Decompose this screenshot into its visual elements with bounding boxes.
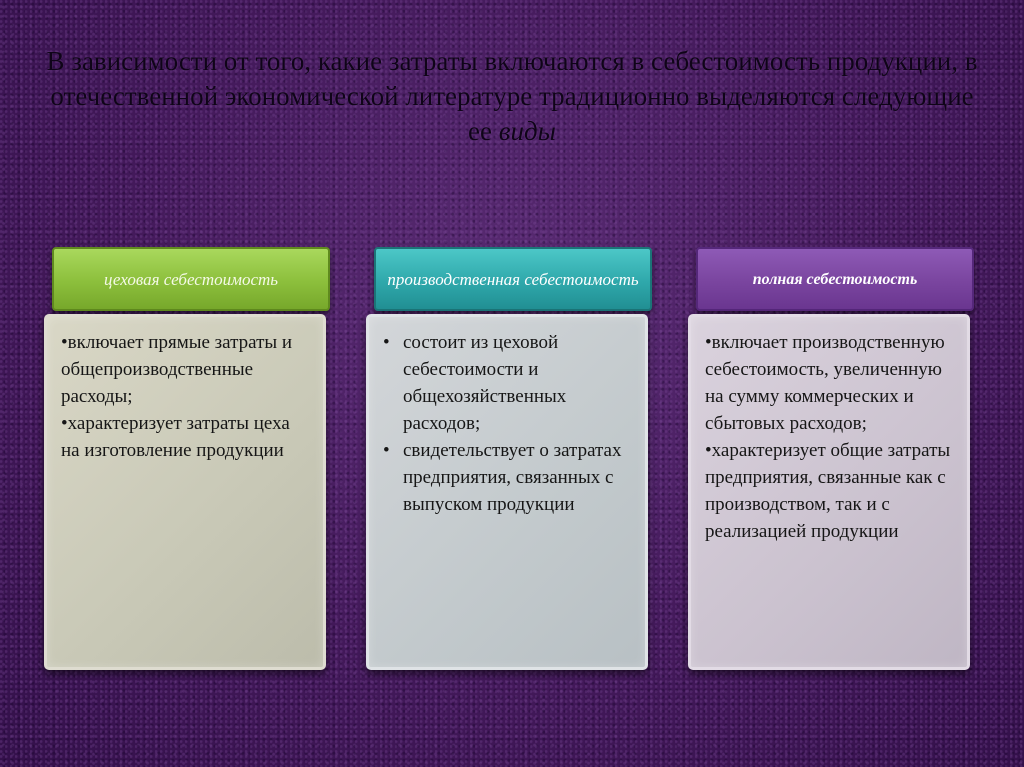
list-item: • характеризует затраты цеха на изготовление продукции <box>61 410 311 464</box>
full-cost-list <box>705 329 955 545</box>
workshop-cost-list <box>61 329 311 464</box>
full-cost-description <box>688 314 970 670</box>
list-item: • состоит из цеховой себестоимости и общехозяйственных расходов; <box>383 329 633 437</box>
workshop-cost-description <box>44 314 326 670</box>
production-cost-list <box>383 329 633 518</box>
workshop-cost-header: цеховая себестоимость <box>52 247 330 311</box>
full-cost-header: полная себестоимость <box>696 247 974 311</box>
list-item: • характеризует общие затраты предприятия, связанные как с производством, так и с реализацией продукции <box>705 437 955 545</box>
production-cost-header: производственная себестоимость <box>374 247 652 311</box>
slide-title-emphasis: виды <box>498 116 556 146</box>
list-item: • включает прямые затраты и общепроизводственные расходы; <box>61 329 311 410</box>
slide-title <box>40 44 984 149</box>
list-item: • свидетельствует о затратах предприятия, связанных с выпуском продукции <box>383 437 633 518</box>
slide-title-text: В зависимости от того, какие затраты включаются в себестоимость продукции, в отечественной экономической литературе традиционно выделяются следующие ее <box>46 46 978 146</box>
list-item: • включает производственную себестоимость, увеличенную на сумму коммерческих и сбытовых расходов; <box>705 329 955 437</box>
production-cost-description <box>366 314 648 670</box>
